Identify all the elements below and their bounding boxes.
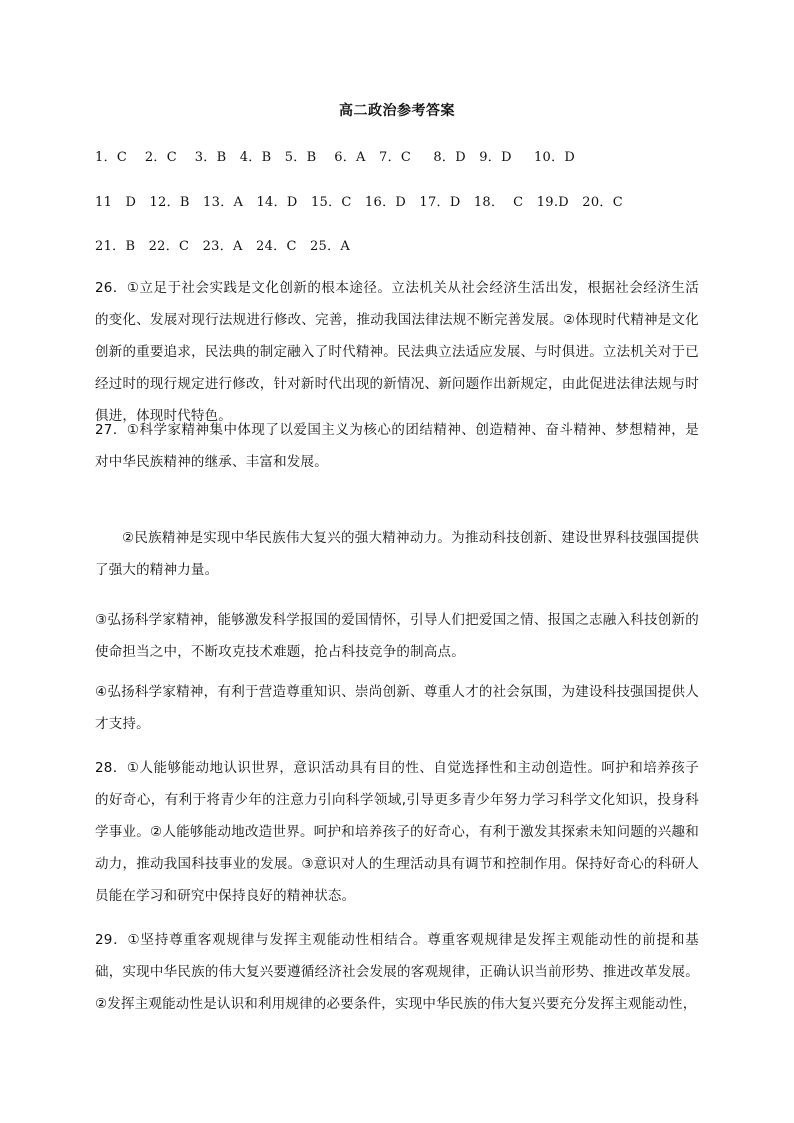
answer-26: 26．①立足于社会实践是文化创新的根本途径。立法机关从社会经济生活出发，根据社会经济生活的变化、发展对现行法规进行修改、完善，推动我国法律法规不断完善发展。②体现时代精神是文化创新的重要追求，民法典的制定融入了时代精神。民法典立法适应发展、与时俱进。立法机关对于已经过时的现行规定进行修改，针对新时代出现的新情况、新问题作出新规定，由此促进法律法规与时俱进，体现时代特色。 bbox=[95, 280, 699, 424]
answer-27-point-4: ④弘扬科学家精神，有利于营造尊重知识、崇尚创新、尊重人才的社会氛围，为建设科技强国提供人才支持。 bbox=[95, 684, 699, 732]
document-title: 高二政治参考答案 bbox=[339, 103, 455, 119]
answer-29: 29．①坚持尊重客观规律与发挥主观能动性相结合。尊重客观规律是发挥主观能动性的前提和基础，实现中华民族的伟大复兴要遵循经济社会发展的客观规律，正确认识当前形势、推进改革发展。②发挥主观能动性是认识和利用规律的必要条件，实现中华民族的伟大复兴要充分发挥主观能动性， bbox=[95, 932, 699, 1012]
mcq-answers-row-3: 21．B 22．C 23．A 24．C 25．A bbox=[95, 239, 351, 254]
answer-27-point-2: ②民族精神是实现中华民族伟大复兴的强大精神动力。为推动科技创新、建设世界科技强国提供了强大的精神力量。 bbox=[95, 530, 699, 578]
answer-27-point-1: 27．①科学家精神集中体现了以爱国主义为核心的团结精神、创造精神、奋斗精神、梦想精神，是对中华民族精神的继承、丰富和发展。 bbox=[95, 422, 699, 470]
mcq-answers-row-1: 1．C 2．C 3．B 4．B 5．B 6．A 7．C 8．D 9．D 10．D bbox=[95, 150, 576, 165]
answer-27-point-3: ③弘扬科学家精神，能够激发科学报国的爱国情怀，引导人们把爱国之情、报国之志融入科技创新的使命担当之中，不断攻克技术难题，抢占科技竞争的制高点。 bbox=[95, 612, 699, 660]
answer-28: 28．①人能够能动地认识世界，意识活动具有目的性、自觉选择性和主动创造性。呵护和培养孩子的好奇心，有利于将青少年的注意力引向科学领域,引导更多青少年努力学习科学文化知识，投身科学事业。②人能够能动地改造世界。呵护和培养孩子的好奇心，有利于激发其探索未知问题的兴趣和动力，推动我国科技事业的发展。③意识对人的生理活动具有调节和控制作用。保持好奇心的科研人员能在学习和研究中保持良好的精神状态。 bbox=[95, 760, 699, 904]
mcq-answers-row-2: 11 D 12．B 13．A 14．D 15．C 16．D 17．D 18． C 19.D 20．C bbox=[95, 195, 623, 210]
